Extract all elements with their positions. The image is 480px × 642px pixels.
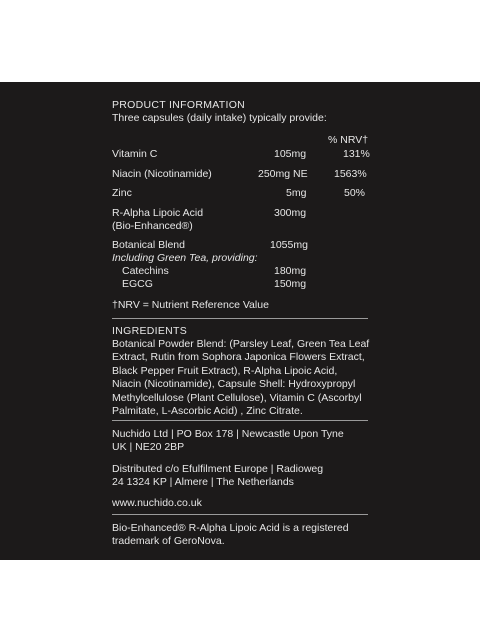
divider xyxy=(112,420,368,421)
ingredients-line: Palmitate, L-Ascorbic Acid) , Zinc Citrate. xyxy=(112,405,303,418)
ingredients-line: Extract, Rutin from Sophora Japonica Flowers Extract, xyxy=(112,351,365,364)
sub-nutrient-amount: 150mg xyxy=(274,278,307,290)
nutrient-amount: 1055mg xyxy=(270,239,308,251)
nutrient-name: Niacin (Nicotinamide) xyxy=(112,168,212,180)
distributor-address xyxy=(112,463,374,490)
address-line: UK | NE20 2BP xyxy=(112,441,185,454)
product-info-subheading: Three capsules (daily intake) typically provide: xyxy=(112,112,327,124)
distributor-line: Distributed c/o Efulfilment Europe | Radioweg xyxy=(112,463,324,475)
divider xyxy=(112,318,368,319)
trademark-notice xyxy=(112,522,374,549)
nutrient-name: Vitamin C xyxy=(112,148,158,160)
product-label-panel xyxy=(0,82,480,560)
nutrient-amount: 5mg xyxy=(286,187,307,199)
ingredients-line: Botanical Powder Blend: (Parsley Leaf, Green Tea Leaf xyxy=(112,338,370,350)
green-tea-note: Including Green Tea, providing: xyxy=(112,252,258,264)
address-line: Nuchido Ltd | PO Box 178 | Newcastle Upon Tyne xyxy=(112,428,344,440)
website-link[interactable]: www.nuchido.co.uk xyxy=(112,497,202,509)
nutrient-amount: 300mg xyxy=(274,207,307,219)
nutrient-amount: 250mg NE xyxy=(258,168,308,180)
trademark-line: trademark of GeroNova. xyxy=(112,535,225,548)
nutrient-nrv: 1563% xyxy=(334,168,367,180)
nutrient-nrv: 131% xyxy=(343,148,370,160)
company-address xyxy=(112,428,374,455)
nutrient-nrv: 50% xyxy=(344,187,366,199)
nutrient-name-continued: (Bio-Enhanced®) xyxy=(112,220,193,232)
divider xyxy=(112,514,368,515)
sub-nutrient-name: Catechins xyxy=(122,265,169,277)
nutrient-name: Zinc xyxy=(112,187,132,199)
ingredients-text xyxy=(112,338,374,418)
ingredients-heading: INGREDIENTS xyxy=(112,325,188,337)
ingredients-line: Methylcellulose (Plant Cellulose), Vitamin C (Ascorbyl xyxy=(112,391,362,404)
nutrient-amount: 105mg xyxy=(274,148,307,160)
trademark-line: Bio-Enhanced® R-Alpha Lipoic Acid is a registered xyxy=(112,522,349,534)
nrv-column-header: % NRV† xyxy=(328,134,369,146)
sub-nutrient-amount: 180mg xyxy=(274,265,307,277)
nutrient-name: Botanical Blend xyxy=(112,239,185,251)
distributor-line: 24 1324 KP | Almere | The Netherlands xyxy=(112,476,294,489)
ingredients-line: Niacin (Nicotinamide), Capsule Shell: Hydroxypropyl xyxy=(112,378,356,391)
product-info-heading: PRODUCT INFORMATION xyxy=(112,99,246,111)
ingredients-line: Black Pepper Fruit Extract), R-Alpha Lipoic Acid, xyxy=(112,364,338,377)
sub-nutrient-name: EGCG xyxy=(122,278,153,290)
nrv-footnote: †NRV = Nutrient Reference Value xyxy=(112,299,269,311)
nutrient-name: R-Alpha Lipoic Acid xyxy=(112,207,204,219)
